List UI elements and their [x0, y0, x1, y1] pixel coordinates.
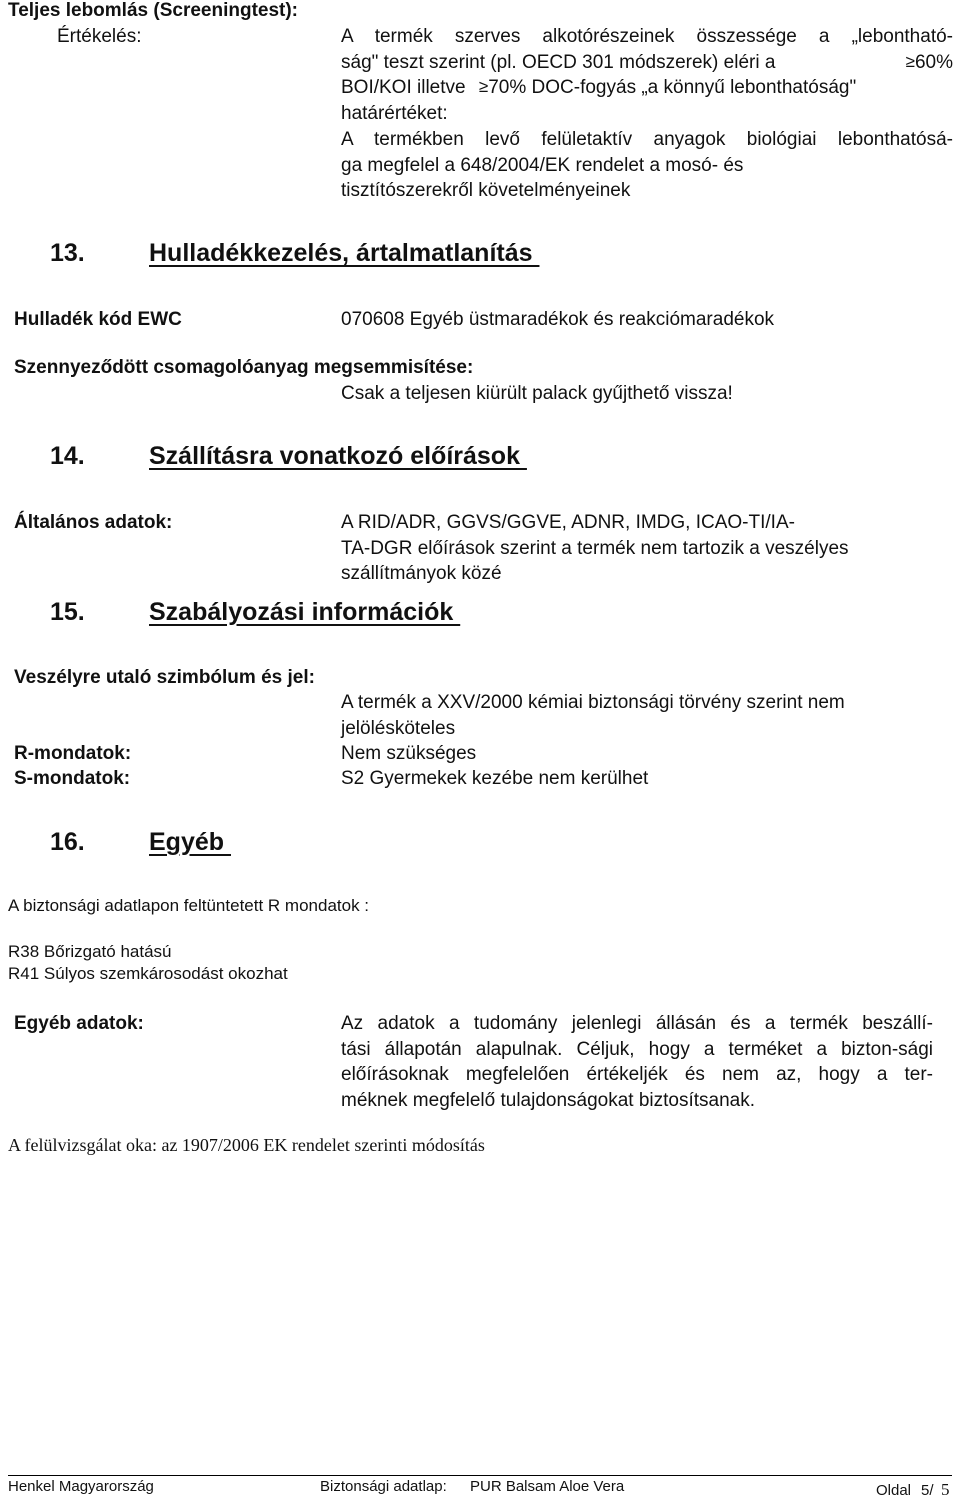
section-14-number: 14.	[50, 442, 85, 470]
other-data-label: Egyéb adatok:	[14, 1013, 144, 1034]
footer-page-number: 5/	[921, 1482, 934, 1499]
section-16-number: 16.	[50, 828, 85, 856]
footer-product: PUR Balsam Aloe Vera	[470, 1478, 625, 1495]
r-phrases-value: Nem szükséges	[341, 743, 477, 764]
transport-general-label: Általános adatok:	[14, 512, 173, 533]
transport-general-text	[341, 510, 953, 587]
section-14-title: Szállításra vonatkozó előírások	[149, 442, 527, 470]
evaluation-text	[341, 24, 953, 204]
section-15-title: Szabályozási információk	[149, 598, 461, 626]
transport-line: szállítmányok közé	[341, 563, 502, 585]
ge-symbol-icon: ≥	[478, 77, 489, 97]
threshold-60: 60%	[914, 51, 953, 73]
evaluation-line-part: ság" teszt szerint (pl. OECD 301 módszerek) eléri a	[341, 51, 776, 73]
footer-divider	[8, 1475, 952, 1476]
r41-phrase: R41 Súlyos szemkárosodást okozhat	[8, 964, 288, 983]
footer-page-total: 5	[941, 1480, 950, 1499]
section-15-number: 15.	[50, 598, 85, 626]
hazard-symbol-label: Veszélyre utaló szimbólum és jel:	[14, 667, 315, 688]
other-data-line: méknek megfelelő tulajdonságokat biztosítsanak.	[341, 1090, 756, 1112]
evaluation-line	[341, 75, 953, 101]
hazard-symbol-line: A termék a XXV/2000 kémiai biztonsági törvény szerint nem	[341, 692, 845, 713]
waste-code-value: 070608 Egyéb üstmaradékok és reakciómaradékok	[341, 309, 775, 330]
evaluation-line: tisztítószerekről követelményeinek	[341, 180, 631, 202]
hazard-symbol-text	[341, 690, 953, 741]
packaging-disposal-label: Szennyeződött csomagolóanyag megsemmisítése:	[14, 357, 474, 378]
evaluation-label: Értékelés:	[57, 26, 142, 47]
evaluation-line: határértéket:	[341, 103, 448, 125]
other-data-text	[341, 1011, 933, 1114]
evaluation-line-part	[906, 50, 953, 76]
section-13-title: Hulladékkezelés, ártalmatlanítás	[149, 239, 540, 267]
evaluation-line: A termék szerves alkotórészeinek összessége a „lebontható-	[341, 26, 953, 47]
r38-phrase: R38 Bőrizgató hatású	[8, 942, 172, 961]
section-16-title: Egyéb	[149, 828, 231, 856]
r-phrases-intro: A biztonsági adatlapon feltüntetett R mondatok :	[8, 896, 370, 915]
r-phrases-label: R-mondatok:	[14, 743, 132, 764]
evaluation-line-part: BOI/KOI illetve	[341, 77, 466, 99]
other-data-line: előírásoknak megfelelően értékeljék és nem az, hogy a ter-	[341, 1064, 933, 1086]
footer-company: Henkel Magyarország	[8, 1478, 154, 1495]
other-data-line: tási állapotán alapulnak. Céljuk, hogy a terméket a bizton-sági	[341, 1038, 933, 1060]
section-13-number: 13.	[50, 239, 85, 267]
hazard-symbol-line: jelölésköteles	[341, 717, 456, 739]
s-phrases-label: S-mondatok:	[14, 768, 131, 789]
other-data-line: Az adatok a tudomány jelenlegi állásán és a termék beszállí-	[341, 1013, 933, 1034]
ge-symbol-icon: ≥	[905, 51, 915, 71]
revision-reason: A felülvizsgálat oka: az 1907/2006 EK rendelet szerinti módosítás	[8, 1135, 485, 1155]
biodegradation-heading: Teljes lebomlás (Screeningtest):	[8, 0, 299, 21]
waste-code-label: Hulladék kód EWC	[14, 309, 182, 330]
evaluation-line	[341, 50, 953, 76]
transport-line: TA-DGR előírások szerint a termék nem tartozik a veszélyes	[341, 537, 849, 559]
footer-doc-label: Biztonsági adatlap:	[320, 1478, 447, 1495]
evaluation-line: A termékben levő felületaktív anyagok biológiai lebonthatósá-	[341, 128, 953, 150]
footer-page-label: Oldal	[876, 1482, 912, 1499]
packaging-disposal-value: Csak a teljesen kiürült palack gyűjthető vissza!	[341, 383, 733, 404]
threshold-70: 70% DOC-fogyás „a könnyű lebonthatóság"	[488, 77, 857, 99]
transport-line: A RID/ADR, GGVS/GGVE, ADNR, IMDG, ICAO-TI/IA-	[341, 512, 795, 533]
s-phrases-value: S2 Gyermekek kezébe nem kerülhet	[341, 768, 649, 789]
evaluation-line: ga megfelel a 648/2004/EK rendelet a mosó- és	[341, 154, 744, 176]
